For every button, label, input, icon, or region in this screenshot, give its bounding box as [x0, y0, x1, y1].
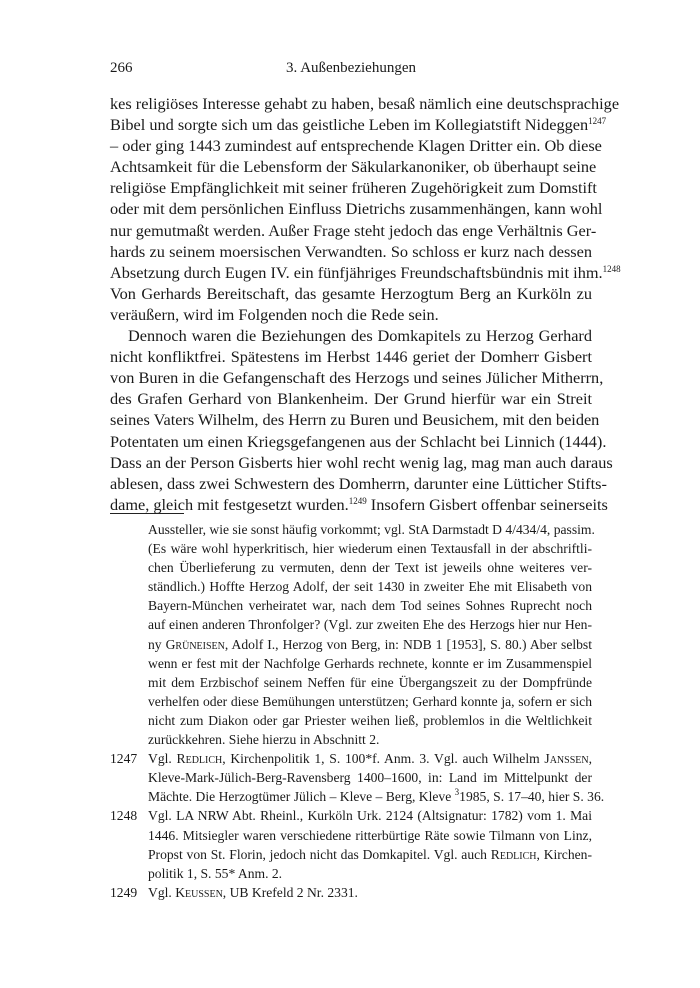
- footnote-1247: [110, 749, 605, 806]
- text-segment: ,: [588, 751, 592, 767]
- text-line: – oder ging 1443 zumindest auf entsprechende Klagen Dritter ein. Ob diese: [110, 136, 602, 156]
- text-segment: Mächte. Die Herzogtümer Jülich – Kleve – Berg, Kleve: [148, 789, 455, 805]
- footnote-line: 1446. Mitsiegler waren verschiedene ritterbürtige Räte sowie Tilmann von Linz,: [148, 827, 592, 843]
- text-segment: dame, gleich mit festgesetzt wurden.: [110, 494, 349, 514]
- footnote-line: [148, 845, 592, 864]
- edition-superscript: 3: [454, 787, 460, 798]
- text-segment: Absetzung durch Eugen IV. ein fünfjähriges Freundschaftsbündnis mit ihm.: [110, 262, 603, 282]
- footnote-separator: [110, 513, 184, 514]
- text-line: hards zu seinem moersischen Verwandten. So schloss er kurz nach dessen: [110, 241, 592, 261]
- text-line: von Buren in die Gefangenschaft des Herzogs und seines Jülicher Mitherrn,: [110, 368, 604, 388]
- footnote-line: verhelfen oder diese Bemühungen unterstützen; Gerhard konnte ja, sofern er sich: [148, 693, 592, 709]
- text-segment: Bibel und sorgte sich um das geistliche Leben im Kollegiatstift Nideggen: [110, 115, 589, 135]
- footnote-1249: [110, 883, 592, 902]
- text-line: [110, 494, 608, 515]
- text-line: ablesen, dass zwei Schwestern des Domherrn, darunter eine Lütticher Stifts-: [110, 473, 607, 493]
- text-line: Achtsamkeit für die Lebensform der Säkularkanoniker, ob überhaupt seine: [110, 157, 597, 177]
- text-segment: Propst von St. Florin, jedoch nicht das Domkapitel. Vgl. auch: [148, 846, 491, 862]
- footnote-line: [148, 883, 592, 902]
- text-segment: ny: [148, 636, 166, 652]
- footnote-line: mit dem Erzbischof seinem Neffen für eine Übergangszeit zu der Dompfründe: [148, 674, 592, 690]
- text-line: Potentaten um einen Kriegsgefangenen aus der Schlacht bei Linnich (1444).: [110, 431, 607, 451]
- text-line: nicht konfliktfrei. Spätestens im Herbst 1446 geriet der Domherr Gisbert: [110, 347, 592, 367]
- text-segment: Vgl.: [148, 751, 177, 767]
- footnote-ref[interactable]: 1249: [348, 495, 367, 506]
- text-segment: , Kirchen-: [536, 846, 593, 862]
- author-name: Grüneisen: [165, 636, 225, 652]
- footnote-line: nicht zum Diakon oder gar Priester weihen ließ, problemlos in die Weltlichkeit: [148, 712, 592, 728]
- footnote-line: [148, 787, 605, 806]
- text-line: veräußern, wird im Folgenden noch die Rede sein.: [110, 304, 439, 324]
- footnote-line: Kleve-Mark-Jülich-Berg-Ravensberg 1400–1600, in: Land im Mittelpunkt der: [148, 770, 592, 786]
- text-line: oder mit dem persönlichen Einfluss Dietrichs zusammenhängen, kann wohl: [110, 199, 603, 219]
- footnote-number: 1247: [110, 751, 138, 767]
- chapter-title: 3. Außenbeziehungen: [286, 60, 416, 76]
- footnote-line: Aussteller, wie sie sonst häufig vorkommt; vgl. StA Darmstadt D 4/434/4, passim.: [148, 522, 595, 537]
- author-name: Redlich: [490, 846, 537, 862]
- footnote-ref[interactable]: 1247: [588, 116, 607, 127]
- footnotes: [110, 520, 605, 902]
- footnote-number: 1249: [110, 884, 138, 900]
- footnote-line: politik 1, S. 55* Anm. 2.: [148, 865, 283, 881]
- page-number: 266: [110, 60, 133, 76]
- text-line: seines Vaters Wilhelm, des Herrn zu Buren und Beusichem, mit den beiden: [110, 410, 600, 430]
- text-segment: Insofern Gisbert offenbar seinerseits: [366, 494, 608, 514]
- footnote-1248: [110, 806, 592, 882]
- author-name: Redlich: [176, 751, 223, 767]
- footnote-line: Bayern-München verheiratet war, nach dem Tod seines Sohnes Ruprecht noch: [148, 598, 592, 614]
- author-name: Janssen: [544, 751, 589, 767]
- footnote-line: [148, 635, 592, 654]
- text-line: religiöse Empfänglichkeit mit seiner früheren Zugehörigkeit zum Domstift: [110, 178, 597, 198]
- running-header: [110, 60, 592, 80]
- text-segment: , UB Krefeld 2 Nr. 2331.: [222, 884, 358, 900]
- footnote-ref[interactable]: 1248: [602, 263, 621, 274]
- footnote-continuation: [110, 520, 595, 749]
- text-line: des Grafen Gerhard von Blankenheim. Der Grund hierfür war ein Streit: [110, 389, 592, 409]
- text-segment: , Adolf I., Herzog von Berg, in: NDB 1 [1953], S. 80.) Aber selbst: [224, 636, 592, 652]
- text-line: kes religiöses Interesse gehabt zu haben, besaß nämlich eine deutschsprachige: [110, 94, 620, 113]
- text-line: [110, 114, 607, 135]
- text-segment: 1985, S. 17–40, hier S. 36.: [459, 789, 605, 805]
- footnote-line: [148, 749, 592, 768]
- footnote-line: (Es wäre wohl hyperkritisch, hier wiederum einen Textausfall in der abschriftli-: [148, 541, 592, 557]
- text-segment: , Kirchenpolitik 1, S. 100*f. Anm. 3. Vgl. auch Wilhelm: [222, 751, 545, 767]
- text-line: Von Gerhards Bereitschaft, das gesamte Herzogtum Berg an Kurköln zu: [110, 283, 592, 303]
- text-line: nur gemutmaßt werden. Außer Frage steht jedoch das enge Verhältnis Ger-: [110, 220, 597, 240]
- footnote-line: zurückkehren. Siehe hierzu in Abschnitt 2.: [148, 732, 380, 748]
- footnote-line: auf einen anderen Thronfolger? (Vgl. zur zweiten Ehe des Herzogs hier nur Hen-: [148, 617, 592, 633]
- text-line: Dennoch waren die Beziehungen des Domkapitels zu Herzog Gerhard: [128, 326, 592, 346]
- author-name: Keussen: [175, 884, 223, 900]
- footnote-line: wenn er fest mit der Nachfolge Gerhards rechnete, konnte er im Zusammenspiel: [148, 655, 592, 671]
- main-text: [110, 93, 621, 515]
- footnote-line: ständlich.) Hoffte Herzog Adolf, der seit 1430 in zweiter Ehe mit Elisabeth von: [148, 579, 592, 595]
- footnote-number: 1248: [110, 808, 138, 824]
- footnote-line: chen Überlieferung zu vermuten, denn der Text ist jeweils ohne weiteres ver-: [148, 560, 592, 576]
- text-segment: Vgl.: [148, 884, 176, 900]
- footnote-line: Vgl. LA NRW Abt. Rheinl., Kurköln Urk. 2124 (Altsignatur: 1782) vom 1. Mai: [148, 808, 592, 824]
- text-line: Dass an der Person Gisberts hier wohl recht wenig lag, mag man auch daraus: [110, 452, 613, 472]
- text-line: [110, 262, 621, 283]
